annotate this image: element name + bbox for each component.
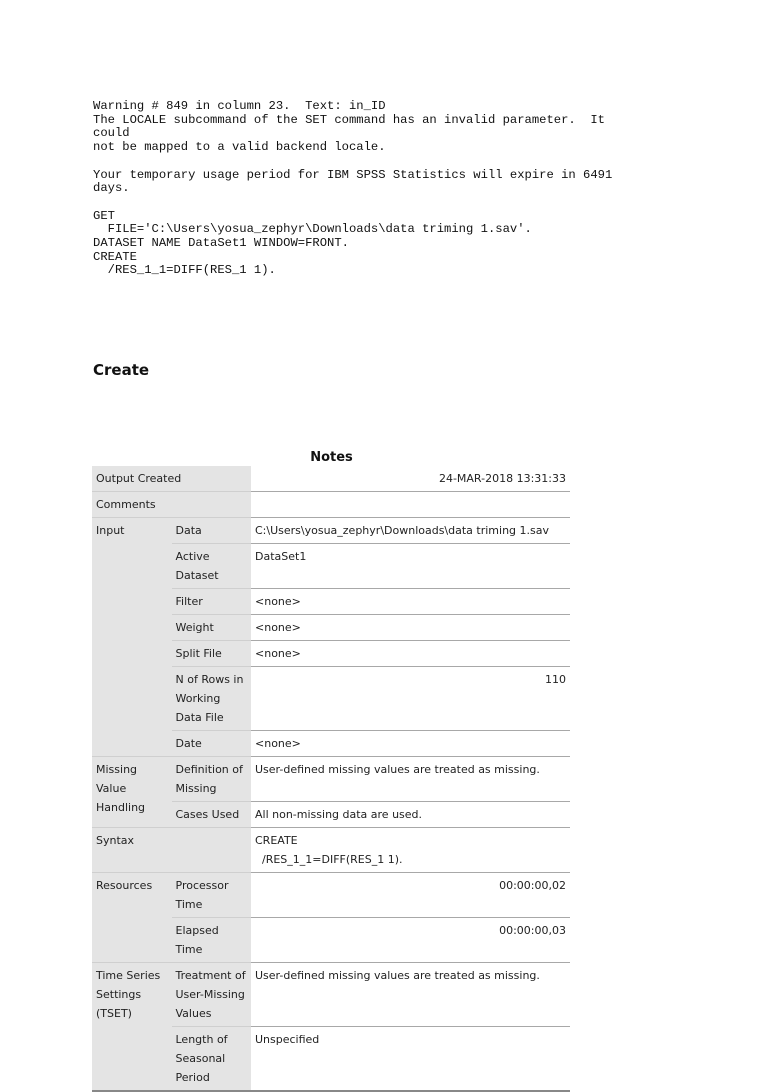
row-label-missing-value-handling: Missing Value Handling [92, 757, 172, 828]
table-row [92, 518, 570, 544]
row-label-tset: Time Series Settings (TSET) [92, 963, 172, 1092]
log-line: Warning # 849 in column 23. Text: in_ID [93, 99, 386, 113]
sub-label-definition-of-missing: Definition of Missing [172, 757, 252, 802]
log-line: FILE='C:\Users\yosua_zephyr\Downloads\data triming 1.sav'. [93, 222, 532, 237]
notes-table-title: Notes [310, 450, 353, 465]
section-heading: Create [93, 361, 150, 379]
sub-label-cases-used: Cases Used [172, 802, 252, 828]
n-rows-value: 110 [251, 667, 570, 731]
syntax-value [251, 828, 570, 873]
syntax-log [93, 100, 653, 278]
table-row [92, 757, 570, 802]
log-line: GET [93, 208, 115, 223]
length-of-seasonal-period-value: Unspecified [251, 1027, 570, 1092]
processor-time-value: 00:00:00,02 [251, 873, 570, 918]
row-label-syntax: Syntax [92, 828, 251, 873]
filter-value: <none> [251, 589, 570, 615]
sub-label-elapsed-time: Elapsed Time [172, 918, 252, 963]
log-line: /RES_1_1=DIFF(RES_1 1). [93, 263, 276, 278]
log-line: not be mapped to a valid backend locale. [93, 140, 386, 155]
log-line: CREATE [93, 249, 137, 264]
data-path-value: C:\Users\yosua_zephyr\Downloads\data triming 1.sav [251, 518, 570, 544]
syntax-line: CREATE [255, 834, 298, 847]
date-value: <none> [251, 731, 570, 757]
table-row [92, 492, 570, 518]
log-line: DATASET NAME DataSet1 WINDOW=FRONT. [93, 236, 349, 251]
log-line: could [93, 126, 130, 141]
comments-value [251, 492, 570, 518]
syntax-line: /RES_1_1=DIFF(RES_1 1). [255, 853, 403, 866]
table-row [92, 963, 570, 1027]
log-line: days. [93, 181, 130, 196]
definition-of-missing-value: User-defined missing values are treated as missing. [251, 757, 570, 802]
log-line: Your temporary usage period for IBM SPSS Statistics will expire in 6491 [93, 167, 613, 182]
sub-label-treatment-of-user-missing: Treatment of User-Missing Values [172, 963, 252, 1027]
log-line: The LOCALE subcommand of the SET command has an invalid parameter. It [93, 112, 605, 127]
split-file-value: <none> [251, 641, 570, 667]
output-created-value: 24-MAR-2018 13:31:33 [251, 466, 570, 492]
sub-label-split-file: Split File [172, 641, 252, 667]
sub-label-n-rows: N of Rows in Working Data File [172, 667, 252, 731]
table-row [92, 466, 570, 492]
cases-used-value: All non-missing data are used. [251, 802, 570, 828]
row-label-output-created: Output Created [92, 466, 251, 492]
sub-label-processor-time: Processor Time [172, 873, 252, 918]
notes-table [92, 466, 570, 1092]
treatment-of-user-missing-value: User-defined missing values are treated as missing. [251, 963, 570, 1027]
active-dataset-value: DataSet1 [251, 544, 570, 589]
row-label-comments: Comments [92, 492, 251, 518]
sub-label-length-of-seasonal-period: Length of Seasonal Period [172, 1027, 252, 1092]
sub-label-date: Date [172, 731, 252, 757]
elapsed-time-value: 00:00:00,03 [251, 918, 570, 963]
sub-label-weight: Weight [172, 615, 252, 641]
table-row [92, 828, 570, 873]
sub-label-data: Data [172, 518, 252, 544]
sub-label-active-dataset: Active Dataset [172, 544, 252, 589]
row-label-input: Input [92, 518, 172, 757]
weight-value: <none> [251, 615, 570, 641]
sub-label-filter: Filter [172, 589, 252, 615]
row-label-resources: Resources [92, 873, 172, 963]
table-row [92, 873, 570, 918]
